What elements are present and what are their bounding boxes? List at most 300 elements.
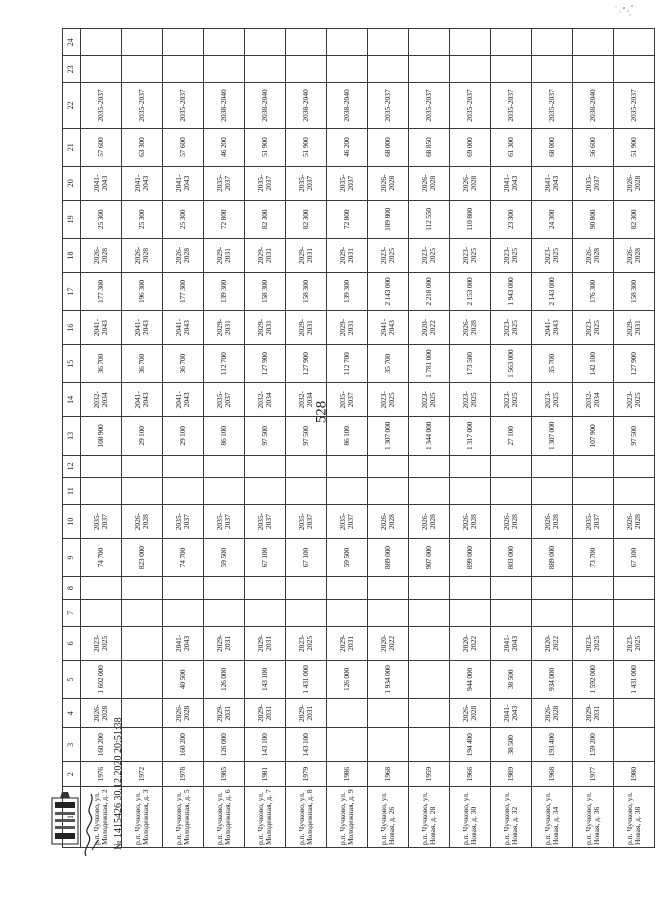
table-cell [573, 455, 614, 478]
table-cell: 1 431 000 [286, 660, 327, 698]
table-cell: 2032-2034 [245, 383, 286, 417]
table-cell [614, 728, 655, 762]
table-cell: 2035-2037 [409, 83, 450, 128]
address-cell: р.п. Чучково, ул. Новая, д. 36 [573, 787, 614, 848]
table-cell: 944 000 [450, 660, 491, 698]
table-cell: 1966 [450, 762, 491, 787]
table-cell: 90 800 [573, 200, 614, 238]
table-cell: 36 700 [163, 345, 204, 383]
table-cell [204, 56, 245, 83]
table-row [409, 29, 450, 848]
scan-artifact-icon [594, 2, 636, 20]
table-cell: 35 700 [532, 345, 573, 383]
column-header: 11 [63, 478, 81, 505]
stamp-icon [48, 790, 82, 850]
table-cell: 1976 [81, 762, 122, 787]
table-cell: 2023-2025 [614, 383, 655, 417]
column-header: 22 [63, 83, 81, 128]
table-cell: 2029-2031 [614, 311, 655, 345]
column-header: 18 [63, 239, 81, 273]
table-cell: 176 300 [573, 272, 614, 310]
table-cell: 2029-2031 [327, 311, 368, 345]
table-row [368, 29, 409, 848]
column-header: 8 [63, 577, 81, 600]
table-cell [450, 29, 491, 56]
table-cell: 2026-2028 [409, 505, 450, 539]
address-cell: р.п. Чучково, ул. Новая, д. 28 [409, 787, 450, 848]
address-cell: р.п. Чучково, ул. Молодежная, д. 8 [286, 787, 327, 848]
table-cell: 36 700 [122, 345, 163, 383]
table-cell: 2035-2037 [491, 83, 532, 128]
table-cell: 107 900 [573, 417, 614, 455]
table-cell: 2026-2028 [450, 166, 491, 200]
table-cell [409, 626, 450, 660]
table-cell: 2023-2025 [450, 239, 491, 273]
address-cell: р.п. Чучково, ул. Молодежная, д. 2 [81, 787, 122, 848]
table-container [62, 28, 642, 848]
column-header: 6 [63, 626, 81, 660]
table-cell: 109 800 [368, 200, 409, 238]
table-cell: 68 850 [409, 128, 450, 166]
table-cell: 2026-2028 [491, 505, 532, 539]
column-header: 7 [63, 599, 81, 626]
table-cell [409, 455, 450, 478]
table-cell: 23 300 [491, 200, 532, 238]
table-cell: 74 700 [81, 539, 122, 577]
table-cell: 2029-2031 [327, 239, 368, 273]
table-cell: 2023-2025 [532, 239, 573, 273]
table-cell: 1972 [122, 762, 163, 787]
table-cell: 127 900 [286, 345, 327, 383]
table-cell [163, 599, 204, 626]
table-cell [532, 599, 573, 626]
table-cell [286, 56, 327, 83]
table-cell [532, 455, 573, 478]
column-header: 3 [63, 728, 81, 762]
table-cell: 2020-2022 [368, 626, 409, 660]
table-cell [409, 699, 450, 728]
table-cell: 2041-2043 [368, 311, 409, 345]
table-cell: 1 781 000 [409, 345, 450, 383]
table-cell: 2020-2022 [409, 311, 450, 345]
table-cell: 2026-2028 [450, 311, 491, 345]
column-header: 5 [63, 660, 81, 698]
table-cell: 108 900 [81, 417, 122, 455]
table-cell: 1979 [286, 762, 327, 787]
table-cell [122, 626, 163, 660]
table-cell: 160 200 [163, 728, 204, 762]
table-cell: 2023-2025 [450, 383, 491, 417]
table-cell: 2026-2028 [163, 239, 204, 273]
table-cell [614, 29, 655, 56]
table-cell: 97 500 [614, 417, 655, 455]
table-cell: 2035-2037 [81, 505, 122, 539]
column-header: 21 [63, 128, 81, 166]
column-header: 12 [63, 455, 81, 478]
table-row [532, 29, 573, 848]
table-cell: 2029-2031 [286, 311, 327, 345]
address-cell: р.п. Чучково, ул. Новая, д. 34 [532, 787, 573, 848]
table-cell [122, 577, 163, 600]
table-cell: 67 100 [245, 539, 286, 577]
table-cell: 97 500 [245, 417, 286, 455]
table-cell: 1968 [368, 762, 409, 787]
table-cell: 2041-2043 [491, 699, 532, 728]
table-cell: 127 900 [245, 345, 286, 383]
table-cell: 2041-2043 [163, 383, 204, 417]
table-cell [245, 29, 286, 56]
table-cell: 2041-2043 [491, 626, 532, 660]
table-cell: 1 934 000 [368, 660, 409, 698]
table-cell: 2026-2028 [450, 699, 491, 728]
table-cell [327, 455, 368, 478]
table-cell: 1 307 000 [368, 417, 409, 455]
table-cell: 2041-2043 [81, 166, 122, 200]
table-cell: 68 000 [532, 128, 573, 166]
column-header: 9 [63, 539, 81, 577]
table-cell [614, 455, 655, 478]
table-cell: 25 300 [163, 200, 204, 238]
table-cell: 2026-2028 [81, 699, 122, 728]
table-cell: 2029-2031 [286, 699, 327, 728]
table-cell: 1959 [409, 762, 450, 787]
table-cell [81, 577, 122, 600]
table-cell [491, 455, 532, 478]
table-cell: 2035-2037 [163, 83, 204, 128]
table-cell: 143 100 [245, 660, 286, 698]
table-cell: 2029-2031 [245, 239, 286, 273]
table-cell: 2 143 000 [368, 272, 409, 310]
table-cell: 2035-2037 [204, 383, 245, 417]
table-cell: 56 600 [573, 128, 614, 166]
table-cell [327, 728, 368, 762]
table-cell [122, 728, 163, 762]
table-cell [491, 29, 532, 56]
address-cell: р.п. Чучково, ул. Молодежная, д. 5 [163, 787, 204, 848]
table-cell: 38 500 [491, 660, 532, 698]
column-header: 13 [63, 417, 81, 455]
table-cell: 173 500 [450, 345, 491, 383]
table-cell: 2029-2031 [573, 699, 614, 728]
table-cell [327, 699, 368, 728]
table-cell: 160 200 [81, 728, 122, 762]
table-cell: 2023-2025 [573, 626, 614, 660]
table-cell: 2026-2028 [409, 166, 450, 200]
table-cell: 2026-2028 [122, 239, 163, 273]
table-cell [327, 56, 368, 83]
table-cell: 2023-2025 [368, 239, 409, 273]
table-cell [368, 478, 409, 505]
table-cell: 2026-2028 [573, 239, 614, 273]
table-cell: 46 200 [204, 128, 245, 166]
address-cell: р.п. Чучково, ул. Новая, д. 32 [491, 787, 532, 848]
table-cell: 51 900 [245, 128, 286, 166]
table-cell: 2035-2037 [163, 505, 204, 539]
table-cell: 2035-2037 [532, 83, 573, 128]
table-cell: 2026-2028 [163, 699, 204, 728]
table-cell [122, 478, 163, 505]
table-cell: 126 000 [327, 660, 368, 698]
table-cell: 2029-2031 [245, 311, 286, 345]
table-cell: 61 300 [491, 128, 532, 166]
address-cell: р.п. Чучково, ул. Молодежная, д. 6 [204, 787, 245, 848]
table-cell: 2 143 000 [532, 272, 573, 310]
table-cell [491, 599, 532, 626]
table-cell: 803 000 [491, 539, 532, 577]
table-cell: 35 700 [368, 345, 409, 383]
table-cell: 72 800 [327, 200, 368, 238]
address-cell: р.п. Чучково, ул. Новая, д. 30 [450, 787, 491, 848]
table-cell [614, 478, 655, 505]
table-cell: 1 592 000 [573, 660, 614, 698]
table-cell: 68 000 [368, 128, 409, 166]
table-cell [573, 478, 614, 505]
table-cell: 2026-2028 [122, 505, 163, 539]
table-cell: 934 000 [532, 660, 573, 698]
table-cell: 59 500 [327, 539, 368, 577]
table-cell [614, 56, 655, 83]
table-cell [368, 599, 409, 626]
address-cell: р.п. Чучково, ул. Новая, д. 38 [614, 787, 655, 848]
table-cell: 2032-2034 [573, 383, 614, 417]
table-cell: 139 300 [327, 272, 368, 310]
table-cell: 2035-2037 [204, 505, 245, 539]
table-cell: 1989 [491, 762, 532, 787]
table-cell: 2023-2025 [81, 626, 122, 660]
table-cell [163, 455, 204, 478]
table-cell: 2023-2025 [491, 383, 532, 417]
table-cell: 2029-2031 [327, 626, 368, 660]
table-cell: 1 307 000 [532, 417, 573, 455]
table-cell: 112 550 [409, 200, 450, 238]
table-cell: 51 900 [286, 128, 327, 166]
table-row [286, 29, 327, 848]
table-cell: 158 300 [286, 272, 327, 310]
table-cell: 2035-2037 [368, 83, 409, 128]
table-cell: 1 431 000 [614, 660, 655, 698]
table-cell: 2038-2040 [204, 83, 245, 128]
table-cell: 2032-2034 [81, 383, 122, 417]
table-cell [368, 455, 409, 478]
table-cell [245, 455, 286, 478]
table-cell: 2023-2025 [409, 239, 450, 273]
table-cell [204, 478, 245, 505]
table-cell [327, 29, 368, 56]
table-cell [573, 29, 614, 56]
table-cell [163, 577, 204, 600]
table-cell: 142 100 [573, 345, 614, 383]
table-cell: 112 700 [204, 345, 245, 383]
table-cell: 59 500 [204, 539, 245, 577]
column-header: 24 [63, 29, 81, 56]
table-cell [573, 599, 614, 626]
table-cell [286, 599, 327, 626]
table-cell: 196 300 [122, 272, 163, 310]
table-cell [81, 29, 122, 56]
table-cell: 2029-2031 [204, 626, 245, 660]
table-cell: 86 100 [204, 417, 245, 455]
table-cell [327, 478, 368, 505]
table-cell: 1980 [614, 762, 655, 787]
table-cell: 82 300 [614, 200, 655, 238]
column-header: 2 [63, 762, 81, 787]
table-cell: 2023-2025 [409, 383, 450, 417]
table-cell: 2041-2043 [122, 166, 163, 200]
table-cell [409, 478, 450, 505]
table-cell: 2035-2037 [573, 166, 614, 200]
table-cell: 29 100 [122, 417, 163, 455]
table-cell [81, 478, 122, 505]
table-cell [286, 478, 327, 505]
table-cell [491, 577, 532, 600]
table-cell: 2 153 000 [450, 272, 491, 310]
column-header: 15 [63, 345, 81, 383]
table-cell [450, 577, 491, 600]
table-cell: 2026-2028 [614, 166, 655, 200]
table-cell [491, 56, 532, 83]
table-cell [491, 478, 532, 505]
table-cell: 177 300 [163, 272, 204, 310]
table-cell [122, 699, 163, 728]
table-cell: 2026-2028 [614, 239, 655, 273]
table-cell [204, 599, 245, 626]
table-row [122, 29, 163, 848]
table-cell: 1978 [163, 762, 204, 787]
table-cell: 1977 [573, 762, 614, 787]
table-cell [204, 29, 245, 56]
table-cell: 82 300 [245, 200, 286, 238]
signature-icon [80, 790, 102, 860]
table-cell [368, 577, 409, 600]
table-cell: 2038-2040 [327, 83, 368, 128]
table-cell: 907 000 [409, 539, 450, 577]
header-row [63, 29, 81, 848]
column-header: 20 [63, 166, 81, 200]
table-cell: 2026-2028 [614, 505, 655, 539]
table-cell: 63 300 [122, 128, 163, 166]
table-cell [573, 56, 614, 83]
table-cell: 2038-2040 [245, 83, 286, 128]
table-cell: 29 100 [163, 417, 204, 455]
address-cell: р.п. Чучково, ул. Молодежная, д. 7 [245, 787, 286, 848]
table-cell: 25 300 [122, 200, 163, 238]
table-cell: 2035-2037 [327, 505, 368, 539]
table-cell: 1 602 000 [81, 660, 122, 698]
table-cell: 2035-2037 [245, 166, 286, 200]
table-cell: 1 317 000 [450, 417, 491, 455]
table-row [491, 29, 532, 848]
table-cell [573, 577, 614, 600]
table-cell: 40 500 [163, 660, 204, 698]
table-cell: 2041-2043 [122, 383, 163, 417]
table-cell [532, 29, 573, 56]
table-cell: 2029-2031 [245, 699, 286, 728]
table-cell [368, 56, 409, 83]
table-cell: 2023-2025 [491, 239, 532, 273]
column-header: 10 [63, 505, 81, 539]
table-cell [81, 455, 122, 478]
table-row [450, 29, 491, 848]
table-cell [122, 455, 163, 478]
table-cell: 2041-2043 [532, 166, 573, 200]
table-cell: 2041-2043 [532, 311, 573, 345]
table-cell: 159 200 [573, 728, 614, 762]
table-cell [286, 29, 327, 56]
table-cell [163, 29, 204, 56]
table-cell: 158 300 [245, 272, 286, 310]
table-cell: 86 100 [327, 417, 368, 455]
table-cell: 2029-2031 [204, 239, 245, 273]
table-cell: 889 000 [532, 539, 573, 577]
table-cell [163, 56, 204, 83]
table-cell: 2035-2037 [81, 83, 122, 128]
table-cell: 2023-2025 [286, 626, 327, 660]
table-cell: 51 900 [614, 128, 655, 166]
table-cell: 97 500 [286, 417, 327, 455]
table-cell: 2035-2037 [327, 383, 368, 417]
table-cell: 24 300 [532, 200, 573, 238]
table-cell [327, 577, 368, 600]
address-cell: р.п. Чучково, ул. Молодежная, д. 3 [122, 787, 163, 848]
table-cell: 1 344 000 [409, 417, 450, 455]
table-cell: 57 600 [81, 128, 122, 166]
table-cell: 2038-2040 [286, 83, 327, 128]
table-cell: 2029-2031 [204, 311, 245, 345]
table-cell: 2035-2037 [286, 505, 327, 539]
table-cell: 27 100 [491, 417, 532, 455]
table-cell: 158 300 [614, 272, 655, 310]
table-cell: 2020-2022 [450, 626, 491, 660]
table-cell [409, 599, 450, 626]
address-cell: р.п. Чучково, ул. Новая, д. 26 [368, 787, 409, 848]
table-cell: 2020-2022 [532, 626, 573, 660]
table-cell: 2038-2040 [573, 83, 614, 128]
table-cell: 1 943 000 [491, 272, 532, 310]
table-cell: 73 700 [573, 539, 614, 577]
table-cell [368, 699, 409, 728]
table-cell [122, 56, 163, 83]
table-cell [532, 478, 573, 505]
table-cell [163, 478, 204, 505]
table-cell [532, 56, 573, 83]
table-cell: 2035-2037 [122, 83, 163, 128]
table-cell: 2035-2037 [450, 83, 491, 128]
table-cell: 2035-2037 [614, 83, 655, 128]
table-cell: 126 000 [204, 660, 245, 698]
table-cell [204, 455, 245, 478]
table-cell: 67 100 [614, 539, 655, 577]
table-cell [614, 599, 655, 626]
table-cell [245, 56, 286, 83]
column-header: 19 [63, 200, 81, 238]
table-cell [286, 577, 327, 600]
table-cell: 2023-2025 [573, 311, 614, 345]
table-cell [122, 29, 163, 56]
table-cell [614, 699, 655, 728]
table-cell [122, 660, 163, 698]
table-cell: 2032-2034 [286, 383, 327, 417]
table-cell: 36 700 [81, 345, 122, 383]
table-cell: 126 000 [204, 728, 245, 762]
table-cell [245, 478, 286, 505]
table-cell: 38 500 [491, 728, 532, 762]
column-header: 4 [63, 699, 81, 728]
table-cell: 194 400 [450, 728, 491, 762]
table-cell: 1968 [532, 762, 573, 787]
table-cell: 1981 [245, 762, 286, 787]
table-cell: 2026-2028 [532, 505, 573, 539]
table-cell [204, 577, 245, 600]
